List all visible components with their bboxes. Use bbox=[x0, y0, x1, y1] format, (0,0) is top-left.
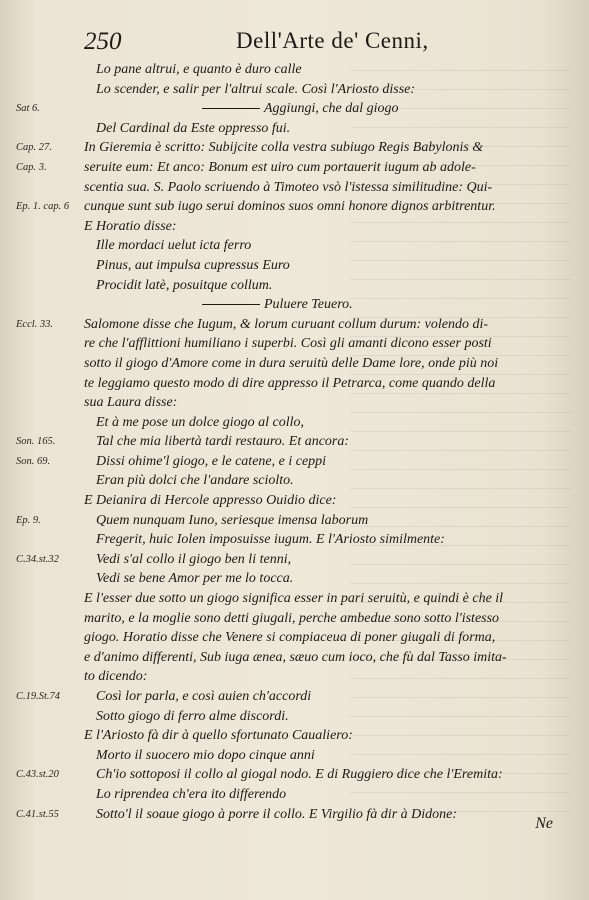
text-line bbox=[0, 550, 589, 570]
margin-note: C.41.st.55 bbox=[16, 808, 59, 820]
text-line bbox=[0, 687, 589, 707]
text-line bbox=[0, 197, 589, 217]
text-line bbox=[0, 276, 589, 296]
text-line bbox=[0, 667, 589, 687]
text-line bbox=[0, 785, 589, 805]
line-text: In Gieremia è scritto: Subijcite colla vestra subiugo Regis Babylonis & bbox=[84, 140, 484, 156]
text-line bbox=[0, 295, 589, 315]
line-text: sua Laura disse: bbox=[84, 395, 178, 411]
text-line bbox=[0, 354, 589, 374]
text-line bbox=[0, 178, 589, 198]
margin-note: C.19.St.74 bbox=[16, 691, 61, 702]
margin-note: Ep. 1. cap. 6 bbox=[16, 201, 70, 213]
line-text: e d'animo differenti, Sub iuga ænea, sæuo cum ioco, che fù dal Tasso imita- bbox=[84, 649, 507, 665]
line-text: E Deianira di Hercole appresso Ouidio dice: bbox=[84, 493, 337, 509]
line-text: Quem nunquam Iuno, seriesque imensa laborum bbox=[96, 512, 369, 528]
line-text: Vedi s'al collo il giogo ben li tenni, bbox=[96, 551, 292, 567]
line-text: Sotto'l il soaue giogo à porre il collo. E Virgilio fà dir à Didone: bbox=[96, 806, 458, 822]
line-text: Aggiungi, che dal giogo bbox=[264, 101, 399, 117]
line-text: Dissi ohime'l giogo, e le catene, e i ceppi bbox=[96, 453, 327, 469]
text-line bbox=[0, 99, 589, 119]
line-text: scentia sua. S. Paolo scriuendo à Timoteo vsò l'istessa similitudine: Qui- bbox=[84, 179, 493, 195]
text-line bbox=[0, 530, 589, 550]
line-text: Sotto giogo di ferro alme discordi. bbox=[96, 708, 289, 724]
text-line bbox=[0, 315, 589, 335]
text-line bbox=[0, 119, 589, 139]
text-line bbox=[0, 765, 589, 785]
margin-note: Eccl. 33. bbox=[16, 318, 54, 330]
line-text: seruite eum: Et anco: Bonum est uiro cum portauerit iugum ab adole- bbox=[84, 159, 476, 175]
text-line bbox=[0, 60, 589, 80]
page-header bbox=[78, 28, 549, 62]
line-text: marito, e la moglie sono detti giugali, perche ambedue sono sotto l'istesso bbox=[84, 610, 500, 626]
text-line bbox=[0, 452, 589, 472]
line-text: Pinus, aut impulsa cupressus Euro bbox=[96, 257, 290, 273]
margin-note: Cap. 3. bbox=[16, 161, 47, 173]
text-line bbox=[0, 589, 589, 609]
text-line bbox=[0, 511, 589, 531]
line-text: te leggiamo questo modo di dire appresso il Petrarca, come quando della bbox=[84, 375, 496, 391]
text-line bbox=[0, 726, 589, 746]
line-text: cunque sunt sub iugo serui dominos suos omni honore dignos arbitrentur. bbox=[84, 199, 496, 215]
text-line bbox=[0, 471, 589, 491]
text-line bbox=[0, 707, 589, 727]
text-line bbox=[0, 648, 589, 668]
line-text: Procidit latè, posuitque collum. bbox=[96, 277, 273, 293]
em-rule bbox=[202, 304, 260, 305]
line-text: to dicendo: bbox=[84, 669, 148, 685]
margin-note: Ep. 9. bbox=[16, 514, 41, 526]
catchword: Ne bbox=[535, 815, 553, 832]
text-line bbox=[0, 413, 589, 433]
text-line bbox=[0, 569, 589, 589]
line-text: sotto il giogo d'Amore come in dura seruitù delle Dame lore, onde più noi bbox=[84, 355, 499, 371]
text-line bbox=[0, 628, 589, 648]
line-text-wrapper bbox=[84, 295, 575, 315]
line-text: Lo scender, e salir per l'altrui scale. Così l'Ariosto disse: bbox=[96, 81, 416, 97]
line-text: E l'Ariosto fà dir à quello sfortunato Caualiero: bbox=[84, 728, 353, 744]
margin-note: Son. 69. bbox=[16, 455, 51, 467]
running-title: Dell'Arte de' Cenni, bbox=[236, 28, 429, 53]
margin-note: Cap. 27. bbox=[16, 142, 52, 154]
line-text: Eran più dolci che l'andare sciolto. bbox=[96, 473, 294, 489]
text-line bbox=[0, 334, 589, 354]
text-body bbox=[0, 60, 589, 824]
line-text: giogo. Horatio disse che Venere si compiaceua di poner giugali di forma, bbox=[84, 630, 496, 646]
line-text: Ille mordaci uelut icta ferro bbox=[96, 238, 252, 254]
text-line bbox=[0, 217, 589, 237]
line-text: Così lor parla, e così auien ch'accordi bbox=[96, 689, 312, 704]
text-line bbox=[0, 805, 589, 825]
text-line bbox=[0, 746, 589, 766]
line-text: Salomone disse che Iugum, & lorum curuant collum durum: volendo di- bbox=[84, 316, 488, 332]
line-text: Morto il suocero mio dopo cinque anni bbox=[96, 747, 315, 763]
line-text: Del Cardinal da Este oppresso fui. bbox=[96, 120, 291, 136]
text-line bbox=[0, 158, 589, 178]
em-rule bbox=[202, 108, 260, 109]
margin-note: C.43.st.20 bbox=[16, 769, 59, 781]
line-text: E Horatio disse: bbox=[84, 218, 177, 234]
page-number: 250 bbox=[84, 28, 122, 55]
text-line bbox=[0, 138, 589, 158]
text-line bbox=[0, 80, 589, 100]
text-line bbox=[0, 491, 589, 511]
line-text: Fregerit, huic Iolen imposuisse iugum. E l'Ariosto similmente: bbox=[96, 532, 445, 548]
line-text: E l'esser due sotto un giogo significa esser in pari seruitù, e quindi è che il bbox=[84, 591, 504, 607]
margin-note: Son. 165. bbox=[16, 436, 56, 448]
line-text: Puluere Teuero. bbox=[264, 297, 353, 313]
line-text: Tal che mia libertà tardi restauro. Et ancora: bbox=[96, 434, 350, 450]
text-line bbox=[0, 256, 589, 276]
text-line bbox=[0, 432, 589, 452]
line-text-wrapper bbox=[84, 99, 575, 119]
line-text: Lo riprendea ch'era ito differendo bbox=[96, 786, 287, 802]
margin-note: Sat 6. bbox=[16, 103, 40, 115]
text-line bbox=[0, 374, 589, 394]
text-line bbox=[0, 393, 589, 413]
text-line bbox=[0, 236, 589, 256]
line-text: Ch'io sottoposi il collo al giogal nodo. E di Ruggiero dice che l'Eremita: bbox=[96, 767, 503, 783]
line-text: Vedi se bene Amor per me lo tocca. bbox=[96, 571, 294, 587]
line-text: Et à me pose un dolce giogo al collo, bbox=[96, 414, 305, 430]
line-text: Lo pane altrui, e quanto è duro calle bbox=[96, 62, 302, 77]
text-line bbox=[0, 609, 589, 629]
margin-note: C.34.st.32 bbox=[16, 553, 59, 565]
line-text: re che l'afflittioni humiliano i superbi. Così gli amanti dicono esser posti bbox=[84, 336, 492, 352]
